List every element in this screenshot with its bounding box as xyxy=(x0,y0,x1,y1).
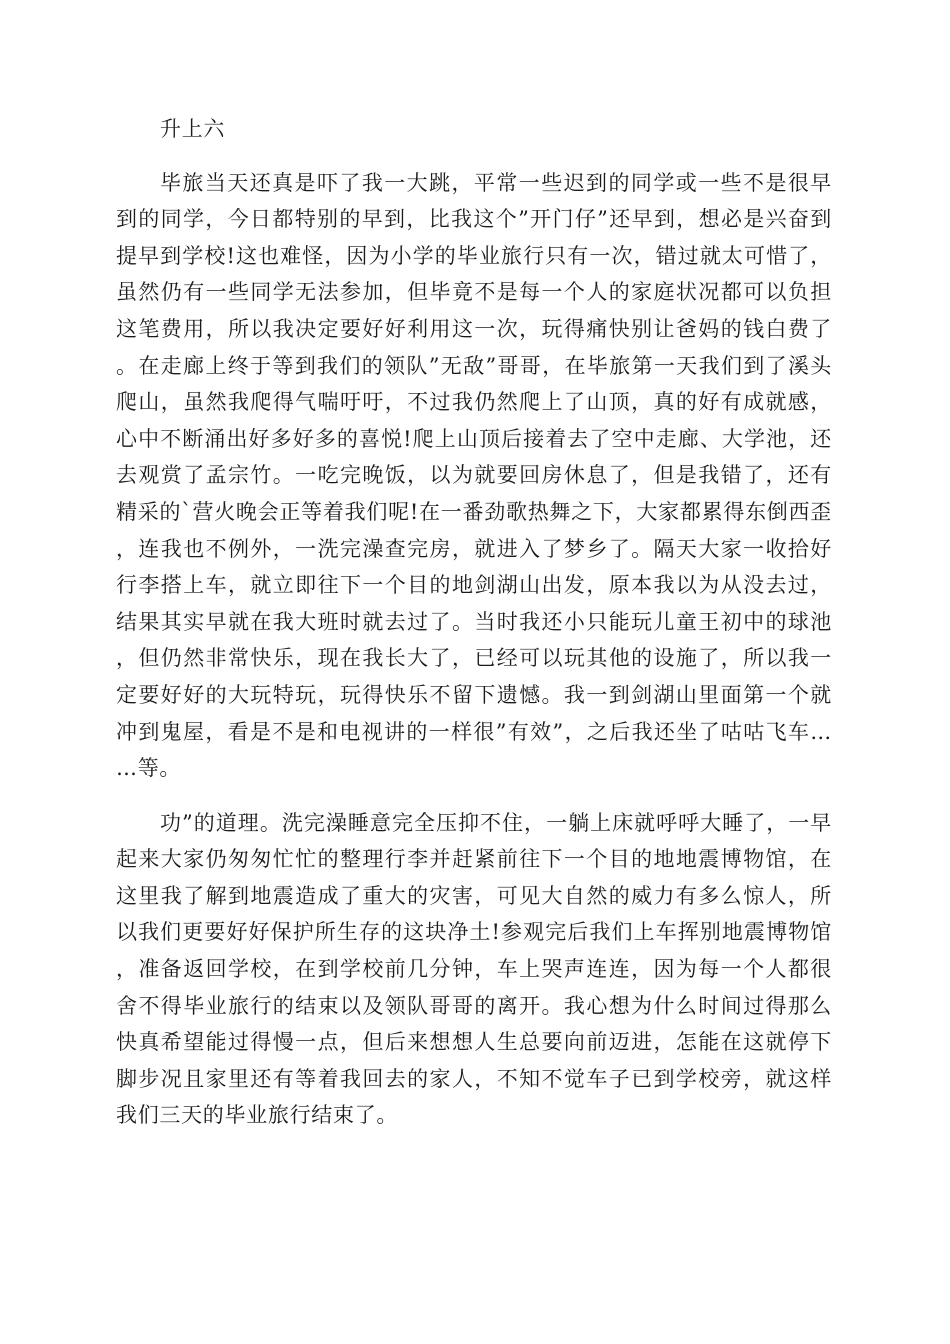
document-body xyxy=(116,111,832,1134)
paragraph-1: 毕旅当天还真是吓了我一大跳，平常一些迟到的同学或一些不是很早到的同学，今日都特别的早到，比我这个”开门仔”还早到，想必是兴奋到提早到学校!这也难怪，因为小学的毕业旅行只有一次，错过就太可惜了，虽然仍有一些同学无法参加，但毕竟不是每一个人的家庭状况都可以负担这笔费用，所以我决定要好好利用这一次，玩得痛快别让爸妈的钱白费了。在走廊上终于等到我们的领队”无敌”哥哥，在毕旅第一天我们到了溪头爬山，虽然我爬得气喘吁吁，不过我仍然爬上了山顶，真的好有成就感，心中不断涌出好多好多的喜悦!爬上山顶后接着去了空中走廊、大学池，还去观赏了孟宗竹。一吃完晚饭，以为就要回房休息了，但是我错了，还有精采的`营火晚会正等着我们呢!在一番劲歌热舞之下，大家都累得东倒西歪，连我也不例外，一洗完澡查完房，就进入了梦乡了。隔天大家一收拾好行李搭上车，就立即往下一个目的地剑湖山出发，原本我以为从没去过，结果其实早就在我大班时就去过了。当时我还小只能玩儿童王初中的球池，但仍然非常快乐，现在我长大了，已经可以玩其他的设施了，所以我一定要好好的大玩特玩，玩得快乐不留下遗憾。我一到剑湖山里面第一个就冲到鬼屋，看是不是和电视讲的一样很”有效”，之后我还坐了咕咕飞车……等。 xyxy=(116,170,832,781)
paragraph-2: 功”的道理。洗完澡睡意完全压抑不住，一躺上床就呼呼大睡了，一早起来大家仍匆匆忙忙的整理行李并赶紧前往下一个目的地地震博物馆，在这里我了解到地震造成了重大的灾害，可见大自然的威力有多么惊人，所以我们更要好好保护所生存的这块净土!参观完后我们上车挥别地震博物馆，准备返回学校，在到学校前几分钟，车上哭声连连，因为每一个人都很舍不得毕业旅行的结束以及领队哥哥的离开。我心想为什么时间过得那么快真希望能过得慢一点，但后来想想人生总要向前迈进，怎能在这就停下脚步况且家里还有等着我回去的家人，不知不觉车子已到学校旁，就这样我们三天的毕业旅行结束了。 xyxy=(116,810,832,1128)
document-title: 升上六 xyxy=(160,117,226,141)
